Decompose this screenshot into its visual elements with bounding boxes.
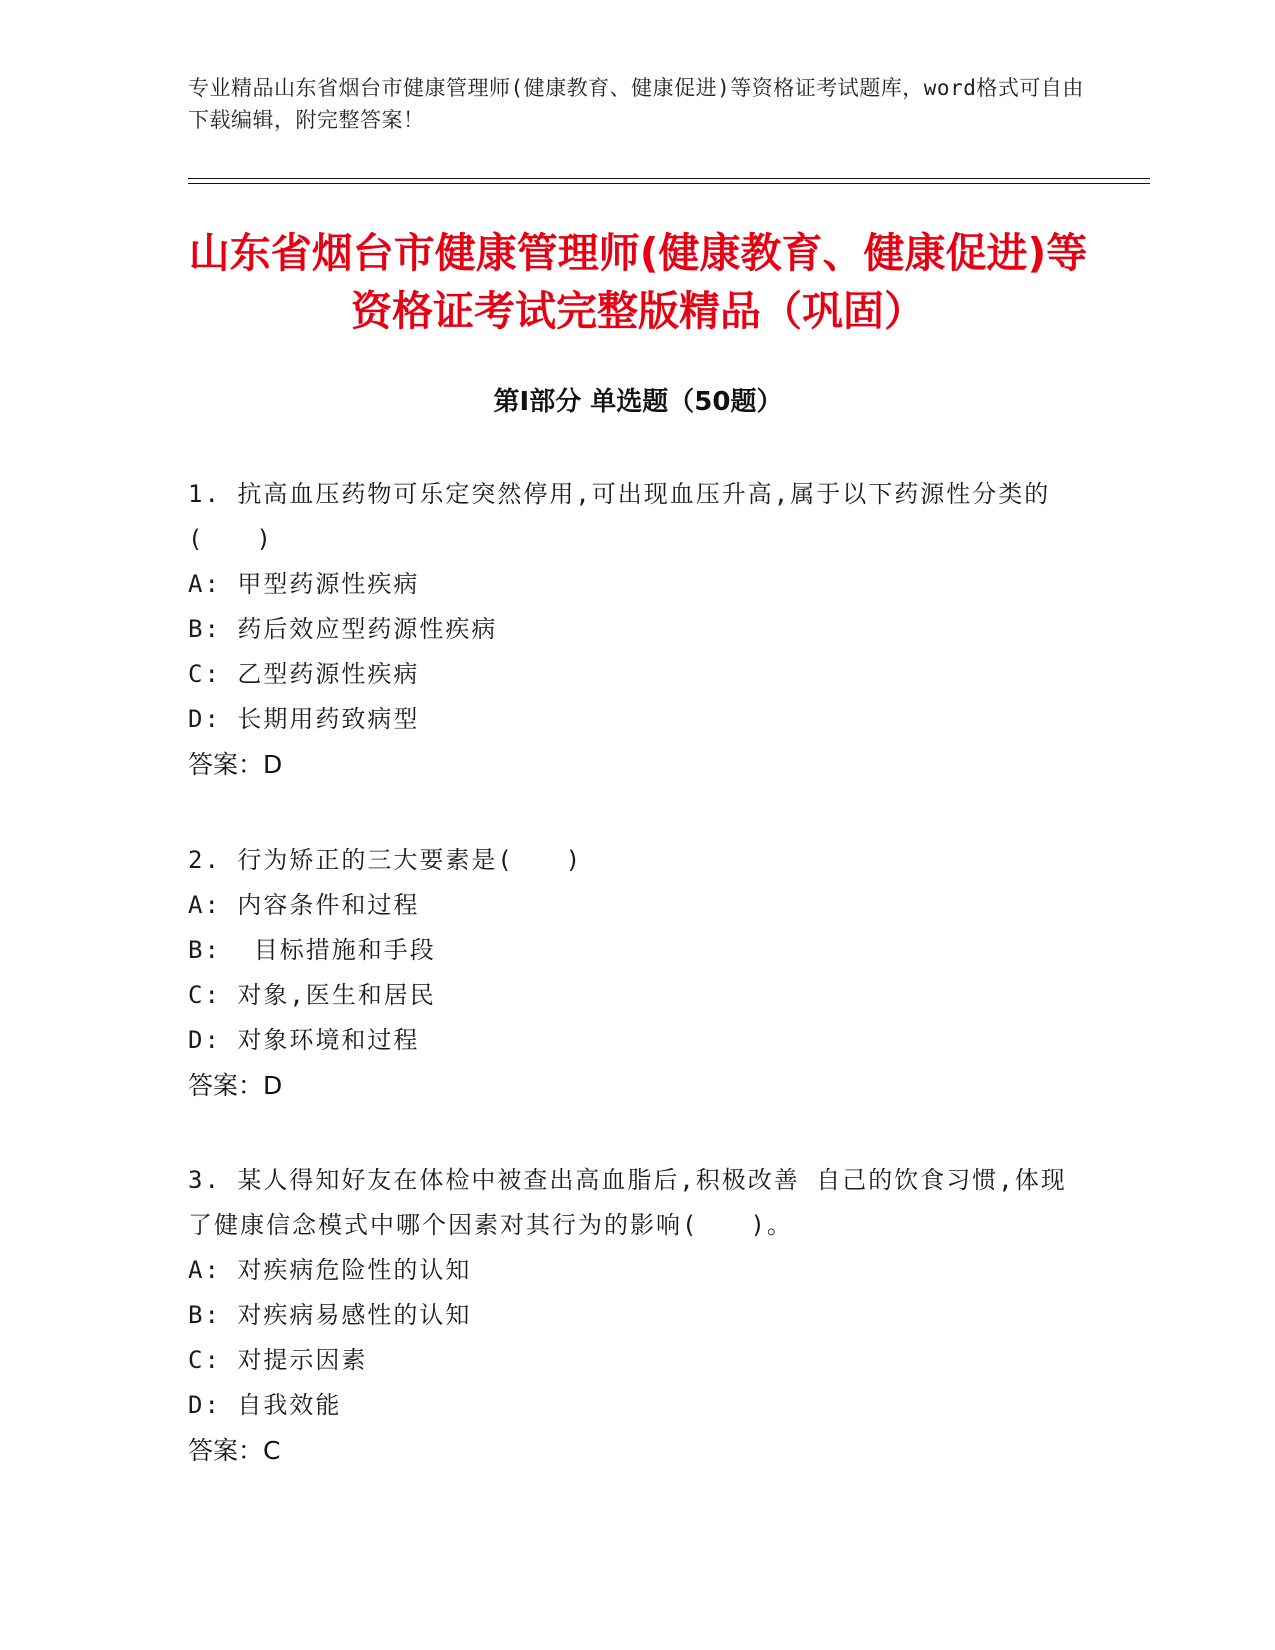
option-a: A: 对疾病危险性的认知: [188, 1256, 472, 1284]
option-c: C: 对提示因素: [188, 1346, 368, 1374]
answer: 答案：D: [188, 1071, 283, 1100]
option-d: D: 对象环境和过程: [188, 1026, 420, 1054]
document-title: 山东省烟台市健康管理师(健康教育、健康促进)等资格证考试完整版精品（巩固）: [188, 229, 1088, 335]
header-divider-bottom: [188, 183, 1150, 184]
option-c: C: 乙型药源性疾病: [188, 660, 420, 688]
section-heading: 第Ⅰ部分 单选题（50题）: [493, 387, 783, 417]
answer: 答案：C: [188, 1436, 281, 1465]
question-2: [188, 838, 1068, 1108]
question-stem: 2. 行为矫正的三大要素是( ): [188, 846, 583, 874]
option-b: B: 对疾病易感性的认知: [188, 1301, 472, 1329]
header-note: 专业精品山东省烟台市健康管理师(健康教育、健康促进)等资格证考试题库，word格式可自由下载编辑，附完整答案！: [188, 76, 1084, 132]
header-divider-top: [188, 178, 1150, 179]
question-stem: 3. 某人得知好友在体检中被查出高血脂后,积极改善 自己的饮食习惯,体现了健康信念模式中哪个因素对其行为的影响( )。: [188, 1166, 1067, 1239]
option-d: D: 长期用药致病型: [188, 705, 420, 733]
option-c: C: 对象,医生和居民: [188, 981, 436, 1009]
question-1: [188, 472, 1068, 787]
option-a: A: 甲型药源性疾病: [188, 570, 420, 598]
option-b: B: 目标措施和手段: [188, 936, 436, 964]
question-stem: 1. 抗高血压药物可乐定突然停用,可出现血压升高,属于以下药源性分类的( ): [188, 480, 1051, 553]
option-a: A: 内容条件和过程: [188, 891, 420, 919]
option-b: B: 药后效应型药源性疾病: [188, 615, 498, 643]
answer: 答案：D: [188, 750, 283, 779]
question-3: [188, 1158, 1068, 1473]
option-d: D: 自我效能: [188, 1391, 342, 1419]
